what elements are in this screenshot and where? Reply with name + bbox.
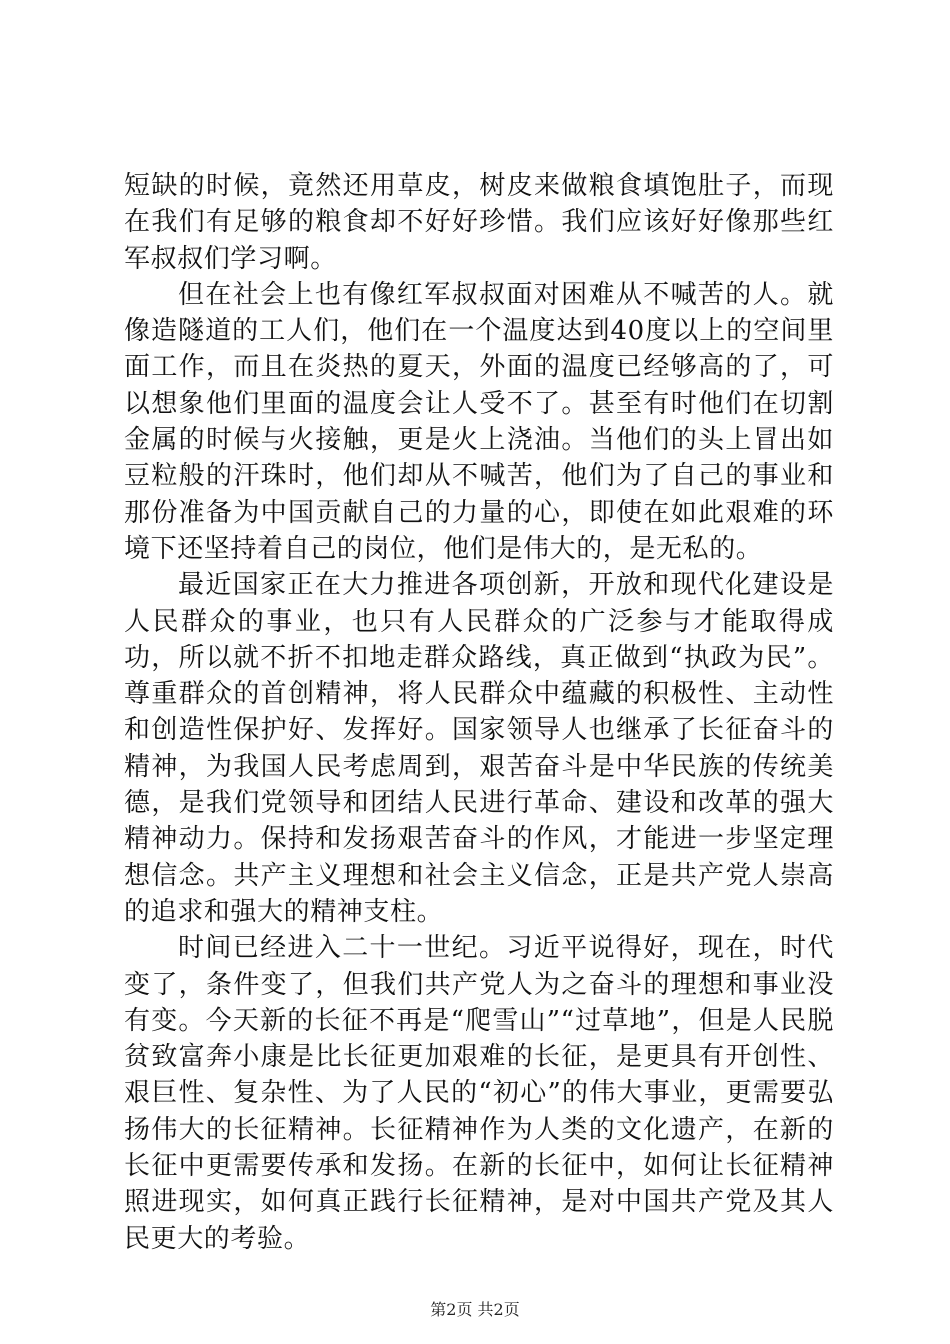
paragraph-3: 最近国家正在大力推进各项创新，开放和现代化建设是人民群众的事业，也只有人民群众的广泛参与才能取得成功，所以就不折不扣地走群众路线，真正做到“执政为民”。尊重群众的首创精神，将人民群众中蕴藏的积极性、主动性和创造性保护好、发挥好。国家领导人也继承了长征奋斗的精神，为我国人民考虑周到，艰苦奋斗是中华民族的传统美德，是我们党领导和团结人民进行革命、建设和改革的强大精神动力。保持和发扬艰苦奋斗的作风，才能进一步坚定理想信念。共产主义理想和社会主义信念，正是共产党人崇高的追求和强大的精神支柱。 [124,570,834,927]
paragraph-2: 但在社会上也有像红军叔叔面对困难从不喊苦的人。就像造隧道的工人们，他们在一个温度达到40度以上的空间里面工作，而且在炎热的夏天，外面的温度已经够高的了，可以想象他们里面的温度会让人受不了。甚至有时他们在切割金属的时候与火接触，更是火上浇油。当他们的头上冒出如豆粒般的汗珠时，他们却从不喊苦，他们为了自己的事业和那份准备为中国贡献自己的力量的心，即使在如此艰难的环境下还坚持着自己的岗位，他们是伟大的，是无私的。 [124,279,834,564]
paragraph-4: 时间已经进入二十一世纪。习近平说得好，现在，时代变了，条件变了，但我们共产党人为之奋斗的理想和事业没有变。今天新的长征不再是“爬雪山”“过草地”，但是人民脱贫致富奔小康是比长征更加艰难的长征，是更具有开创性、艰巨性、复杂性、为了人民的“初心”的伟大事业，更需要弘扬伟大的长征精神。长征精神作为人类的文化遗产，在新的长征中更需要传承和发扬。在新的长征中，如何让长征精神照进现实，如何真正践行长征精神，是对中国共产党及其人民更大的考验。 [124,933,834,1254]
paragraph-1: 短缺的时候，竟然还用草皮，树皮来做粮食填饱肚子，而现在我们有足够的粮食却不好好珍惜。我们应该好好像那些红军叔叔们学习啊。 [124,171,834,274]
page-number-footer: 第2页 共2页 [430,1300,520,1319]
document-body [124,168,834,1257]
